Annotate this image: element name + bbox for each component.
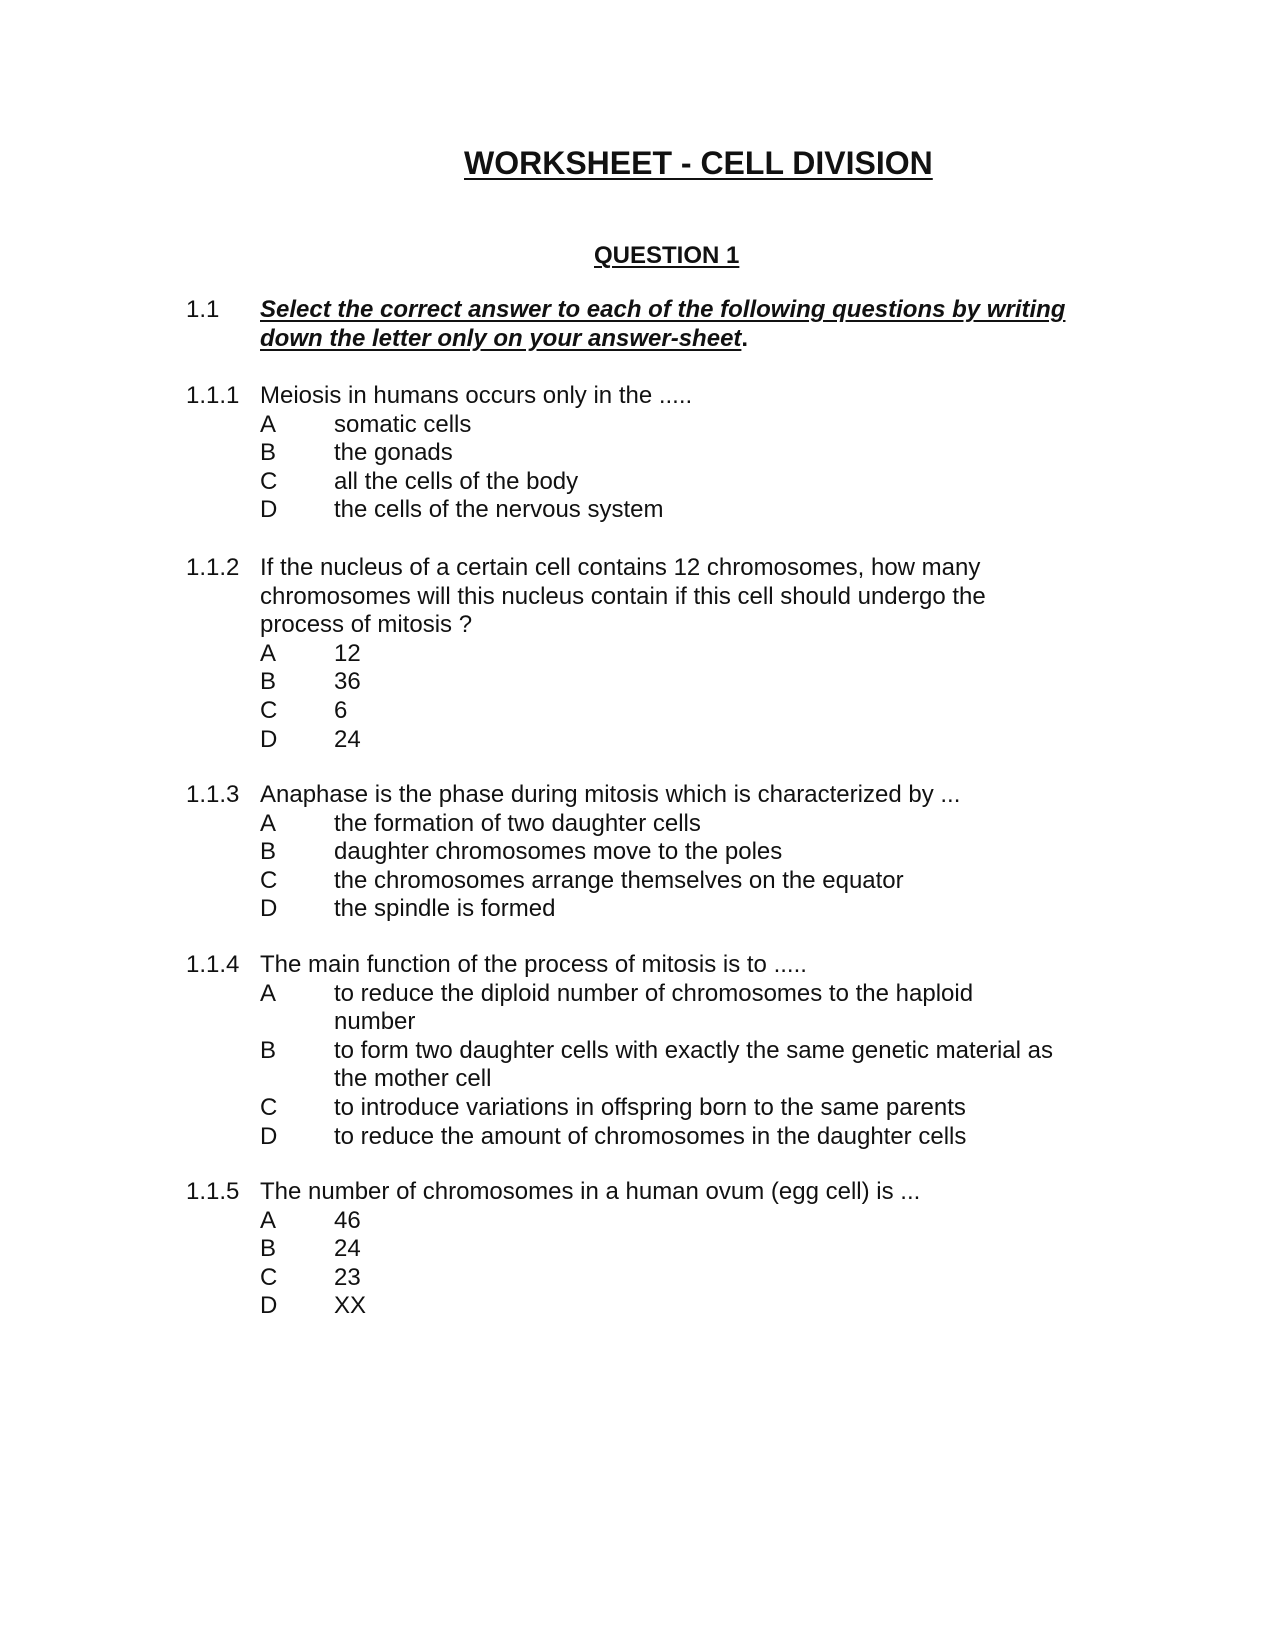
question-number: 1.1.3 <box>186 781 240 808</box>
option-letter: C <box>260 467 278 495</box>
instruction-text: Select the correct answer to each of the following questions by writing down the letter only on your answer-sheet <box>260 296 1066 352</box>
question-text: Anaphase is the phase during mitosis which is characterized by ... <box>260 781 961 808</box>
option-item <box>260 895 1086 924</box>
option-letter: B <box>260 1235 277 1263</box>
question-block <box>186 382 1086 525</box>
option-text: 24 <box>334 725 361 753</box>
question-heading: QUESTION 1 <box>594 242 740 269</box>
instruction-period: . <box>741 324 749 352</box>
option-letter: A <box>260 1206 277 1234</box>
option-text: 12 <box>334 639 361 667</box>
option-item <box>260 726 1086 755</box>
question-block <box>186 1178 1086 1321</box>
option-text: all the cells of the body <box>334 467 579 495</box>
option-text: 46 <box>334 1206 361 1234</box>
worksheet-title: WORKSHEET - CELL DIVISION <box>464 145 933 181</box>
option-text: 36 <box>334 668 361 696</box>
option-letter: D <box>260 725 278 753</box>
option-letter: B <box>260 838 277 866</box>
option-letter: D <box>260 1122 278 1150</box>
option-item <box>260 980 1086 1037</box>
option-text: 6 <box>334 696 348 724</box>
option-letter: B <box>260 1036 277 1064</box>
question-block <box>186 781 1086 924</box>
option-text: somatic cells <box>334 410 472 438</box>
option-item <box>260 1292 1086 1321</box>
option-text: the chromosomes arrange themselves on the equator <box>334 866 904 894</box>
question-text: The main function of the process of mitosis is to ..... <box>260 951 807 978</box>
option-item <box>260 411 1086 440</box>
option-text: 24 <box>334 1235 361 1263</box>
option-item <box>260 439 1086 468</box>
option-item <box>260 1235 1086 1264</box>
option-letter: A <box>260 809 277 837</box>
option-letter: D <box>260 895 278 923</box>
option-item <box>260 838 1086 867</box>
option-text: XX <box>334 1292 367 1320</box>
option-item <box>260 810 1086 839</box>
option-item <box>260 468 1086 497</box>
question-block <box>186 554 1086 754</box>
option-item <box>260 640 1086 669</box>
instruction-block <box>186 296 1086 353</box>
option-text: daughter chromosomes move to the poles <box>334 838 783 866</box>
option-item <box>260 1264 1086 1293</box>
option-item <box>260 1094 1086 1123</box>
option-text: to form two daughter cells with exactly the same genetic material as the mother cell <box>334 1036 1053 1093</box>
question-number: 1.1.1 <box>186 382 240 409</box>
instruction-number: 1.1 <box>186 296 220 323</box>
question-number: 1.1.4 <box>186 951 240 978</box>
option-letter: A <box>260 410 277 438</box>
option-item <box>260 1123 1086 1152</box>
option-text: the gonads <box>334 439 453 467</box>
option-text: to reduce the amount of chromosomes in the daughter cells <box>334 1122 967 1150</box>
option-item <box>260 668 1086 697</box>
option-item <box>260 697 1086 726</box>
option-letter: D <box>260 1292 278 1320</box>
option-letter: C <box>260 1093 278 1121</box>
option-letter: C <box>260 1263 278 1291</box>
question-text: Meiosis in humans occurs only in the ..... <box>260 382 693 409</box>
option-item <box>260 1037 1086 1094</box>
question-text: The number of chromosomes in a human ovum (egg cell) is ... <box>260 1178 921 1205</box>
option-letter: B <box>260 439 277 467</box>
option-text: the cells of the nervous system <box>334 496 664 524</box>
question-text: If the nucleus of a certain cell contains 12 chromosomes, how many chromosomes will this nucleus contain if this cell should undergo the process of mitosis ? <box>260 554 986 639</box>
option-text: to reduce the diploid number of chromosomes to the haploid number <box>334 979 974 1036</box>
question-number: 1.1.2 <box>186 554 240 581</box>
option-item <box>260 1207 1086 1236</box>
option-letter: D <box>260 496 278 524</box>
option-item <box>260 867 1086 896</box>
option-letter: C <box>260 866 278 894</box>
option-letter: A <box>260 979 277 1007</box>
option-text: 23 <box>334 1263 361 1291</box>
option-text: the spindle is formed <box>334 895 556 923</box>
option-item <box>260 496 1086 525</box>
question-block <box>186 951 1086 1151</box>
question-number: 1.1.5 <box>186 1178 240 1205</box>
option-letter: A <box>260 639 277 667</box>
option-text: to introduce variations in offspring born to the same parents <box>334 1093 966 1121</box>
option-letter: B <box>260 668 277 696</box>
option-text: the formation of two daughter cells <box>334 809 701 837</box>
option-letter: C <box>260 696 278 724</box>
